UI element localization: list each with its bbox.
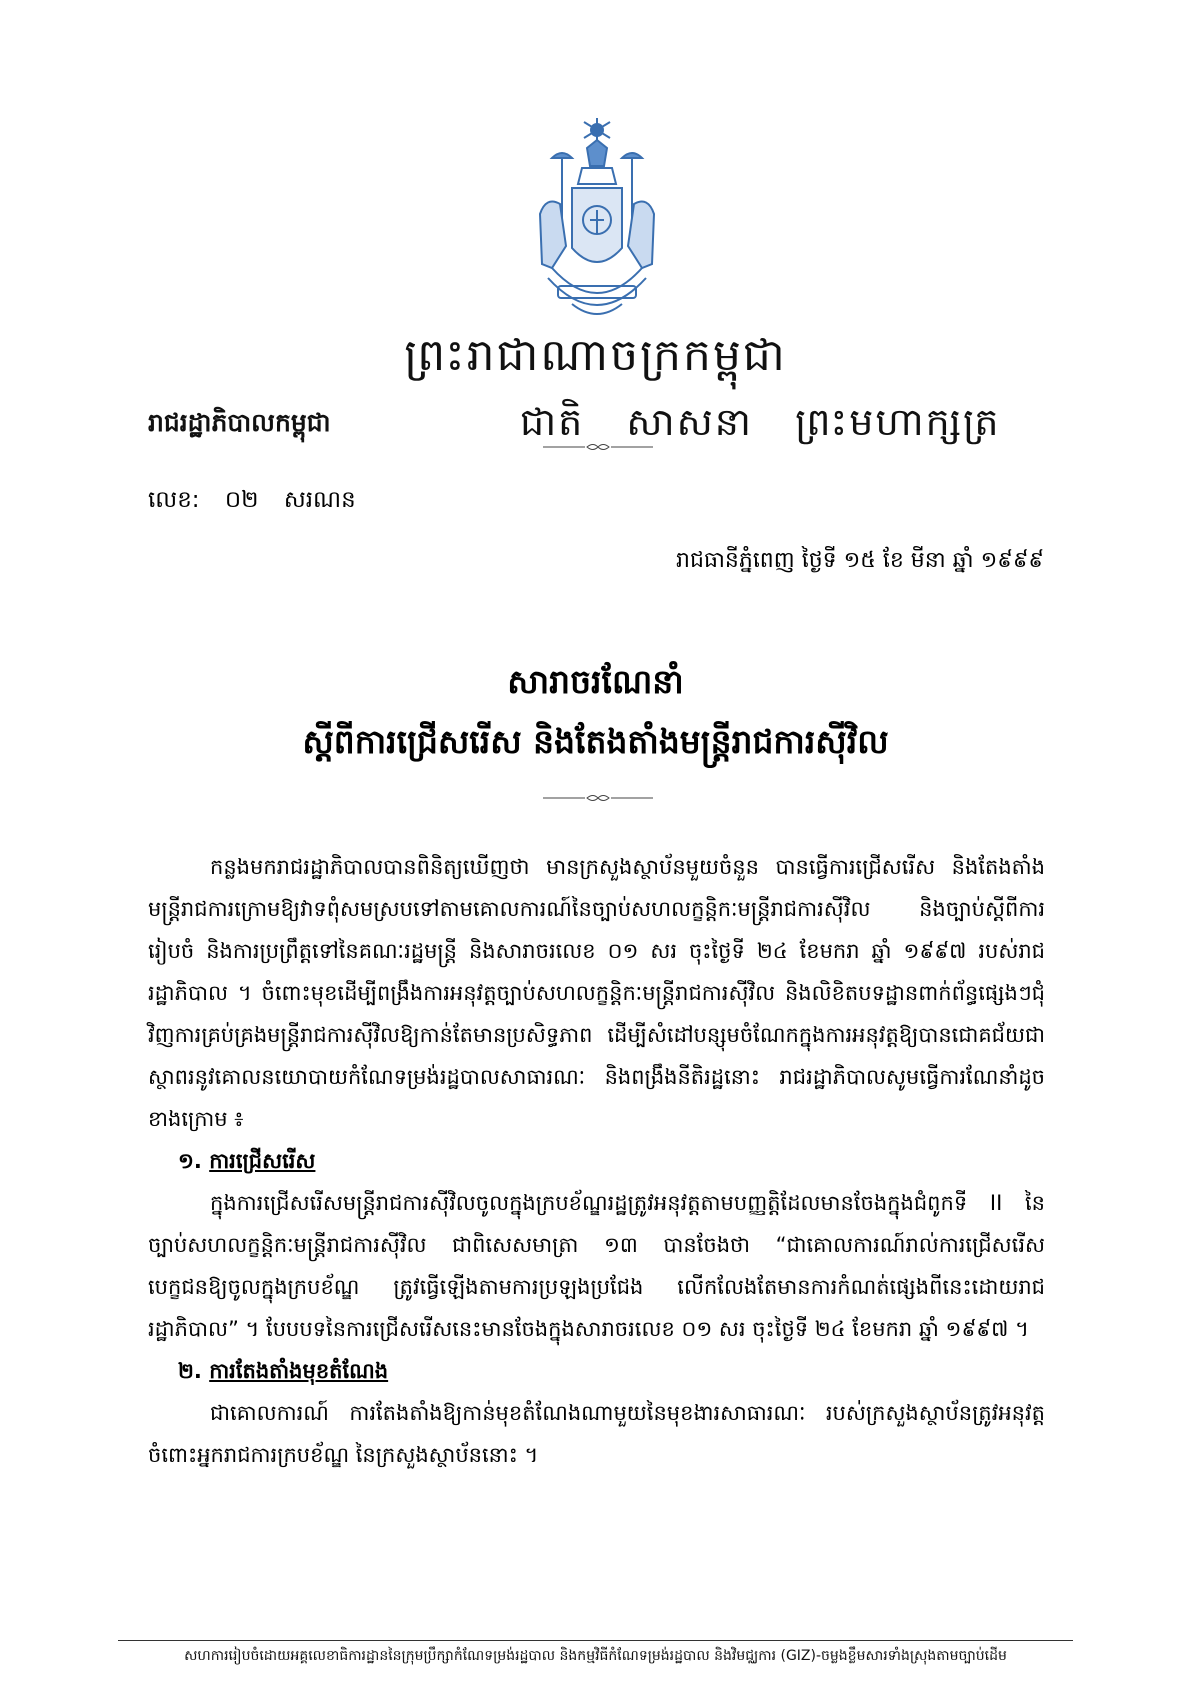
document-title: សារាចរណែនាំ xyxy=(507,662,684,701)
national-motto: ជាតិ សាសនា ព្រះមហាក្សត្រ xyxy=(520,400,1001,444)
ornament-divider xyxy=(543,442,653,452)
reference-number: លេខ: ០២ សរណន xyxy=(148,487,356,513)
intro-paragraph: កន្លងមករាជរដ្ឋាភិបាលបានពិនិត្យឃើញថា មានក្រសួងស្ថាប័នមួយចំនួន បានធ្វើការជ្រើសរើស និងតែងតាំងមន្ត្រីរាជការក្រោមឱ្យវាទពុំសមស្របទៅតាមគោលការណ៍នៃច្បាប់សហលក្ខន្តិកៈមន្ត្រីរាជការស៊ីវិល និងច្បាប់ស្តីពីការរៀបចំ និងការប្រព្រឹត្តទៅនៃគណៈរដ្ឋមន្ត្រី និងសារាចរលេខ ០១ សរ ចុះថ្ងៃទី ២៤ ខែមករា ឆ្នាំ ១៩៩៧ របស់រាជរដ្ឋាភិបាល ។ ចំពោះមុខដើម្បីពង្រឹងការអនុវត្តច្បាប់សហលក្ខន្តិកៈមន្ត្រីរាជការស៊ីវិល និងលិខិតបទដ្ឋានពាក់ព័ន្ធផ្សេងៗជុំវិញការគ្រប់គ្រងមន្ត្រីរាជការស៊ីវិលឱ្យកាន់តែមានប្រសិទ្ធភាព ដើម្បីសំដៅបន្សុមចំណែកក្នុងការអនុវត្តឱ្យបានជោគជ័យជាស្ថាពរនូវគោលនយោបាយកំណែទម្រង់រដ្ឋបាលសាធារណៈ និងពង្រឹងនីតិរដ្ឋនោះ រាជរដ្ឋាភិបាលសូមធ្វើការណែនាំដូចខាងក្រោម ៖ xyxy=(148,855,1045,1131)
section-2-title: ការតែងតាំងមុខតំណែង xyxy=(209,1359,389,1383)
section-1-heading xyxy=(148,1140,1045,1182)
government-name: រាជរដ្ឋាភិបាលកម្ពុជា xyxy=(148,408,331,437)
footer-note: សហការរៀបចំដោយអគ្គលេខាធិការដ្ឋាននៃក្រុមប្រឹក្សាកំណែទម្រង់រដ្ឋបាល និងកម្មវិធីកំណែទម្រង់រដ្ឋបាល និងវិមជ្ឈការ (GIZ)-ចម្លងខ្លឹមសារទាំងស្រុងតាមច្បាប់ដើម xyxy=(184,1648,1007,1664)
document-subtitle: ស្តីពីការជ្រើសរើស និងតែងតាំងមន្ត្រីរាជការស៊ីវិល xyxy=(302,722,889,761)
section-1-paragraph: ក្នុងការជ្រើសរើសមន្ត្រីរាជការស៊ីវិលចូលក្នុងក្របខ័ណ្ឌរដ្ឋត្រូវអនុវត្តតាមបញ្ញត្តិដែលមានចែងក្នុងជំពូកទី II នៃច្បាប់សហលក្ខន្តិកៈមន្ត្រីរាជការស៊ីវិល ជាពិសេសមាត្រា ១៣ បានចែងថា “ជាគោលការណ៍រាល់ការជ្រើសរើសបេក្ខជនឱ្យចូលក្នុងក្របខ័ណ្ឌ ត្រូវធ្វើឡើងតាមការប្រឡងប្រជែង លើកលែងតែមានការកំណត់ផ្សេងពីនេះដោយរាជរដ្ឋាភិបាល” ។ បែបបទនៃការជ្រើសរើសនេះមានចែងក្នុងសារាចរលេខ ០១ សរ ចុះថ្ងៃទី ២៤ ខែមករា ឆ្នាំ ១៩៩៧ ។ xyxy=(148,1191,1045,1341)
issue-date: រាជធានីភ្នំពេញ ថ្ងៃទី ១៥ ខែ មីនា ឆ្នាំ ១៩៩៩ xyxy=(676,548,1044,573)
section-1-title: ការជ្រើសរើស xyxy=(209,1149,316,1173)
ornament-divider-2 xyxy=(543,793,653,803)
document-body xyxy=(148,846,1045,1476)
section-2-number: ២. xyxy=(178,1359,202,1383)
section-1-number: ១. xyxy=(178,1149,202,1173)
footer-rule xyxy=(118,1640,1073,1641)
section-2-paragraph: ជាគោលការណ៍ ការតែងតាំងឱ្យកាន់មុខតំណែងណាមួយនៃមុខងារសាធារណៈ របស់ក្រសួងស្ថាប័នត្រូវអនុវត្តចំពោះអ្នករាជការក្របខ័ណ្ឌ នៃក្រសួងស្ថាប័ននោះ ។ xyxy=(148,1401,1045,1467)
kingdom-name: ព្រះរាជាណាចក្រកម្ពុជា xyxy=(404,330,787,381)
section-2-heading xyxy=(148,1350,1045,1392)
royal-arms-emblem xyxy=(532,118,662,332)
